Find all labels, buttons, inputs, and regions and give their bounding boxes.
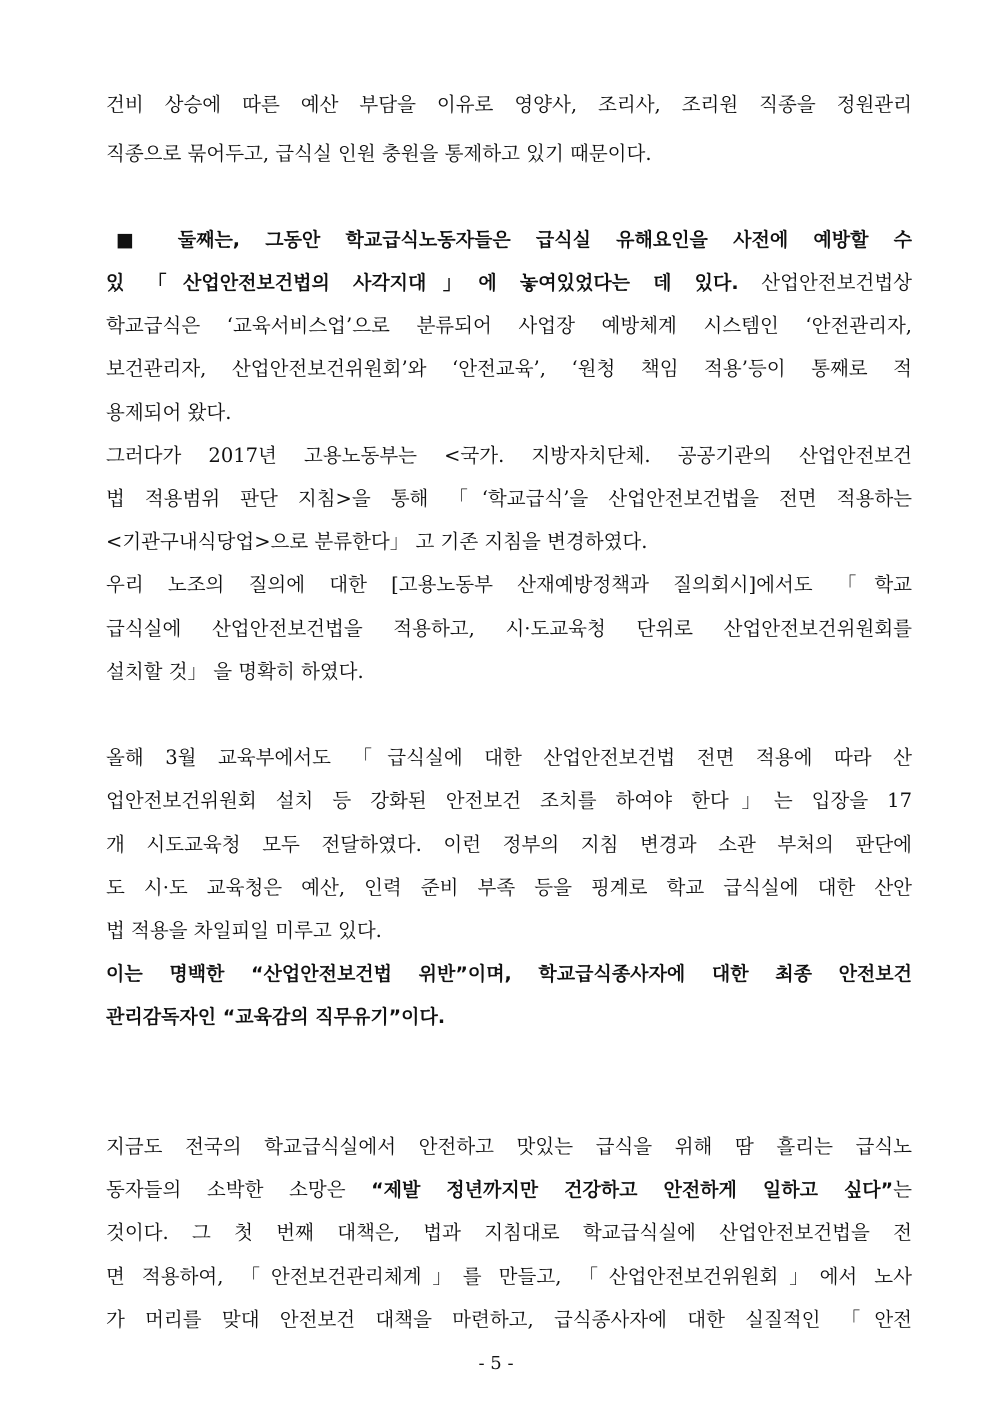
paragraph-line: 용제되어 왔다. — [106, 401, 232, 424]
emphasis-quote: “제발 정년까지만 건강하고 안전하게 일하고 싶다” — [371, 1179, 894, 1201]
paragraph-line: 업안전보건위원회 설치 등 강화된 안전보건 조치를 하여야 한다」는 입장을 17 — [106, 789, 912, 812]
section-heading-line: ■ 둘째는, 그동안 학교급식노동자들은 급식실 유해요인을 사전에 예방할 수 — [116, 229, 912, 251]
emphasis-line: 이는 명백한 “산업안전보건법 위반”이며, 학교급식종사자에 대한 최종 안전보건 — [106, 963, 912, 985]
paragraph-line: 있 「산업안전보건법의 사각지대」에 놓여있었다는 데 있다. 산업안전보건법상 — [106, 271, 912, 294]
paragraph-line: 법 적용범위 판단 지침>을 통해 「‘학교급식’을 산업안전보건법을 전면 적용하는 — [106, 487, 912, 510]
paragraph-line: 법 적용을 차일피일 미루고 있다. — [106, 919, 382, 942]
paragraph-line: 급식실에 산업안전보건법을 적용하고, 시·도교육청 단위로 산업안전보건위원회를 — [106, 617, 912, 640]
paragraph-line: 학교급식은 ‘교육서비스업’으로 분류되어 사업장 예방체계 시스템인 ‘안전관리자, — [106, 314, 912, 337]
paragraph-line: 우리 노조의 질의에 대한 [고용노동부 산재예방정책과 질의회시]에서도 「학교 — [106, 573, 912, 596]
paragraph-line: 건비 상승에 따른 예산 부담을 이유로 영양사, 조리사, 조리원 직종을 정원관리 — [106, 93, 912, 116]
paragraph-line: 지금도 전국의 학교급식실에서 안전하고 맛있는 급식을 위해 땀 흘리는 급식노 — [106, 1135, 912, 1158]
paragraph-line: 가 머리를 맞대 안전보건 대책을 마련하고, 급식종사자에 대한 실질적인 「안전 — [106, 1308, 912, 1331]
paragraph-line: 설치할 것」 을 명확히 하였다. — [106, 660, 364, 683]
paragraph-line: <기관구내식당업>으로 분류한다」 고 기존 지침을 변경하였다. — [106, 530, 648, 553]
page-number: - 5 - — [478, 1353, 514, 1374]
emphasis-line: 관리감독자인 “교육감의 직무유기”이다. — [106, 1006, 446, 1028]
paragraph-line: 동자들의 소박한 소망은 “제발 정년까지만 건강하고 안전하게 일하고 싶다”는 — [106, 1178, 912, 1201]
paragraph-line: 도 시·도 교육청은 예산, 인력 준비 부족 등을 핑계로 학교 급식실에 대한 산안 — [106, 876, 912, 899]
paragraph-line: 면 적용하여, 「안전보건관리체계」를 만들고, 「산업안전보건위원회」에서 노사 — [106, 1265, 912, 1288]
paragraph-line: 보건관리자, 산업안전보건위원회’와 ‘안전교육’, ‘원청 책임 적용’등이 통째로 적 — [106, 357, 912, 380]
paragraph-line: 직종으로 묶어두고, 급식실 인원 충원을 통제하고 있기 때문이다. — [106, 142, 652, 165]
paragraph-line: 것이다. 그 첫 번째 대책은, 법과 지침대로 학교급식실에 산업안전보건법을 전 — [106, 1221, 912, 1244]
paragraph-line: 올해 3월 교육부에서도 「급식실에 대한 산업안전보건법 전면 적용에 따라 산 — [106, 746, 912, 769]
paragraph-line: 개 시도교육청 모두 전달하였다. 이런 정부의 지침 변경과 소관 부처의 판단에 — [106, 833, 912, 856]
paragraph-line: 그러다가 2017년 고용노동부는 <국가. 지방자치단체. 공공기관의 산업안전보건 — [106, 444, 912, 467]
